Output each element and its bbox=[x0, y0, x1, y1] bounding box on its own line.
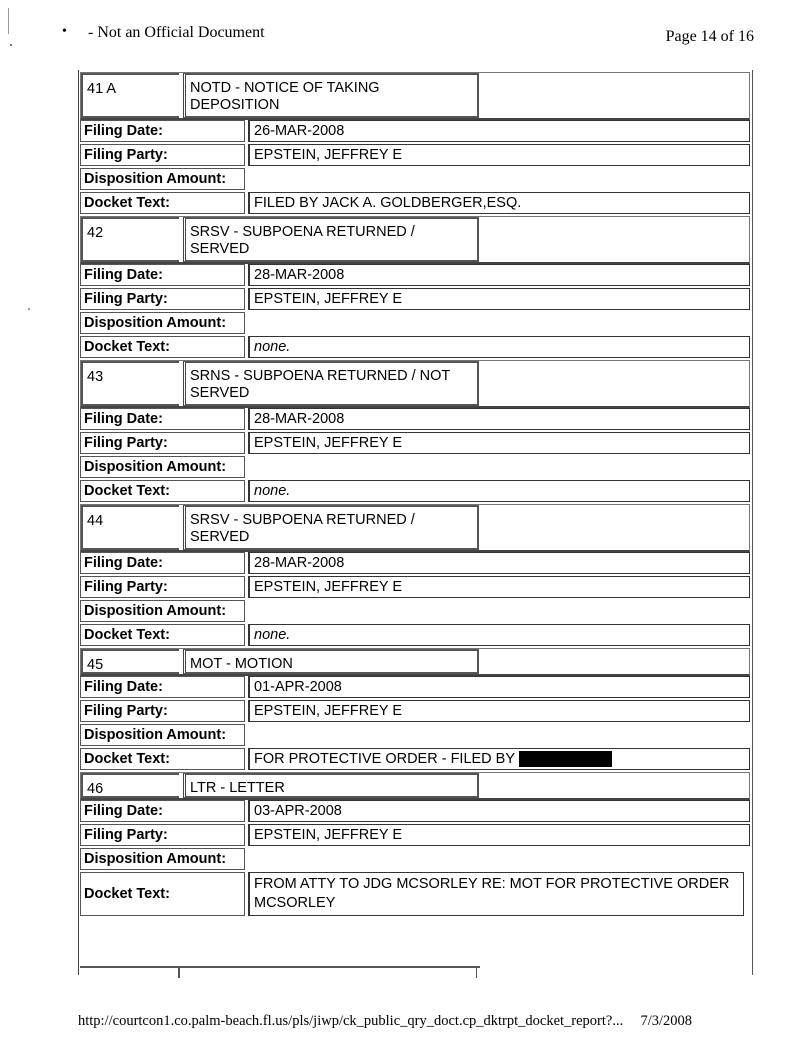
filing-party-text: EPSTEIN, JEFFREY E bbox=[254, 579, 402, 595]
filing-party-label: Filing Party: bbox=[80, 824, 245, 846]
disposition-amount-value bbox=[248, 456, 750, 478]
filing-date-label: Filing Date: bbox=[80, 800, 245, 822]
filing-party-text: EPSTEIN, JEFFREY E bbox=[254, 291, 402, 307]
filing-date-value bbox=[248, 676, 750, 698]
filing-party-text: EPSTEIN, JEFFREY E bbox=[254, 703, 402, 719]
disposition-amount-label: Disposition Amount: bbox=[80, 456, 245, 478]
entry-header bbox=[80, 504, 750, 552]
filing-party-row bbox=[80, 144, 750, 168]
filing-party-value bbox=[248, 144, 750, 166]
docket-entry bbox=[80, 216, 750, 360]
entry-description: SRSV - SUBPOENA RETURNED / SERVED bbox=[183, 217, 479, 262]
next-entry-fragment bbox=[80, 966, 480, 982]
docket-text-value bbox=[248, 872, 744, 916]
docket-text-row bbox=[80, 480, 750, 504]
disposition-amount-row bbox=[80, 724, 750, 748]
docket-text-text: FILED BY JACK A. GOLDBERGER,ESQ. bbox=[254, 195, 522, 211]
filing-date-label: Filing Date: bbox=[80, 408, 245, 430]
entry-description: NOTD - NOTICE OF TAKING DEPOSITION bbox=[183, 73, 479, 118]
filing-date-value bbox=[248, 264, 750, 286]
filing-party-text: EPSTEIN, JEFFREY E bbox=[254, 435, 402, 451]
filing-date-row bbox=[80, 408, 750, 432]
filing-date-row bbox=[80, 552, 750, 576]
entry-description: SRSV - SUBPOENA RETURNED / SERVED bbox=[183, 505, 479, 550]
disposition-amount-label: Disposition Amount: bbox=[80, 312, 245, 334]
filing-date-label: Filing Date: bbox=[80, 264, 245, 286]
redaction-block bbox=[519, 751, 612, 767]
disposition-amount-value bbox=[248, 724, 750, 746]
docket-text-row bbox=[80, 336, 750, 360]
header-bullet: • bbox=[62, 24, 67, 39]
entry-header bbox=[80, 216, 750, 264]
filing-party-row bbox=[80, 824, 750, 848]
entry-header bbox=[80, 772, 750, 800]
docket-text-text: FROM ATTY TO JDG MCSORLEY RE: MOT FOR PROTECTIVE ORDER MCSORLEY bbox=[254, 876, 730, 911]
docket-text-label: Docket Text: bbox=[80, 872, 245, 916]
docket-entry bbox=[80, 772, 750, 918]
entry-header bbox=[80, 648, 750, 676]
filing-date-label: Filing Date: bbox=[80, 120, 245, 142]
filing-date-label: Filing Date: bbox=[80, 676, 245, 698]
filing-party-label: Filing Party: bbox=[80, 288, 245, 310]
filing-party-row bbox=[80, 576, 750, 600]
filing-date-text: 01-APR-2008 bbox=[254, 679, 342, 695]
disposition-amount-value bbox=[248, 168, 750, 190]
docket-entries bbox=[80, 72, 750, 918]
filing-date-row bbox=[80, 676, 750, 700]
docket-entry bbox=[80, 504, 750, 648]
docket-text-label: Docket Text: bbox=[80, 624, 245, 646]
docket-text-value bbox=[248, 624, 750, 646]
docket-text-label: Docket Text: bbox=[80, 336, 245, 358]
entry-number: 45 bbox=[81, 649, 179, 674]
entry-header bbox=[80, 360, 750, 408]
entry-number: 44 bbox=[81, 505, 179, 550]
docket-text-label: Docket Text: bbox=[80, 748, 245, 770]
disposition-amount-label: Disposition Amount: bbox=[80, 600, 245, 622]
disposition-amount-row bbox=[80, 848, 750, 872]
filing-date-text: 28-MAR-2008 bbox=[254, 267, 345, 283]
disposition-amount-value bbox=[248, 600, 750, 622]
docket-text-text: none. bbox=[254, 483, 291, 499]
docket-text-text: none. bbox=[254, 627, 291, 643]
filing-date-text: 26-MAR-2008 bbox=[254, 123, 345, 139]
docket-text-value bbox=[248, 336, 750, 358]
filing-date-row bbox=[80, 264, 750, 288]
docket-text-value bbox=[248, 748, 750, 770]
filing-party-label: Filing Party: bbox=[80, 432, 245, 454]
scan-artifact-line bbox=[8, 8, 9, 34]
footer-date: 7/3/2008 bbox=[640, 1013, 693, 1029]
disposition-amount-value bbox=[248, 312, 750, 334]
docket-text-row bbox=[80, 748, 750, 772]
disposition-amount-row bbox=[80, 600, 750, 624]
footer bbox=[78, 1013, 692, 1030]
docket-text-value bbox=[248, 192, 750, 214]
entry-description: LTR - LETTER bbox=[183, 773, 479, 798]
filing-date-value bbox=[248, 120, 750, 142]
filing-date-value bbox=[248, 552, 750, 574]
filing-party-text: EPSTEIN, JEFFREY E bbox=[254, 827, 402, 843]
filing-date-value bbox=[248, 800, 750, 822]
filing-party-label: Filing Party: bbox=[80, 144, 245, 166]
filing-date-label: Filing Date: bbox=[80, 552, 245, 574]
filing-party-value bbox=[248, 288, 750, 310]
entry-number: 43 bbox=[81, 361, 179, 406]
docket-entry bbox=[80, 648, 750, 772]
filing-party-label: Filing Party: bbox=[80, 700, 245, 722]
disposition-amount-row bbox=[80, 168, 750, 192]
header-notice: - Not an Official Document bbox=[88, 24, 265, 41]
disposition-amount-row bbox=[80, 456, 750, 480]
docket-text-row bbox=[80, 192, 750, 216]
disposition-amount-value bbox=[248, 848, 750, 870]
docket-entry bbox=[80, 360, 750, 504]
filing-party-value bbox=[248, 700, 750, 722]
footer-url: http://courtcon1.co.palm-beach.fl.us/pls/jiwp/ck_public_qry_doct.cp_dktrpt_docket_report?... bbox=[78, 1013, 624, 1029]
entry-description: MOT - MOTION bbox=[183, 649, 479, 674]
entry-header bbox=[80, 72, 750, 120]
disposition-amount-label: Disposition Amount: bbox=[80, 168, 245, 190]
filing-date-row bbox=[80, 120, 750, 144]
scan-artifact-dot bbox=[10, 44, 12, 46]
docket-text-row bbox=[80, 872, 750, 918]
scan-artifact-dot bbox=[28, 308, 30, 310]
docket-text-text: none. bbox=[254, 339, 291, 355]
docket-entry bbox=[80, 72, 750, 216]
filing-date-text: 28-MAR-2008 bbox=[254, 411, 345, 427]
filing-party-text: EPSTEIN, JEFFREY E bbox=[254, 147, 402, 163]
filing-party-value bbox=[248, 576, 750, 598]
docket-text-value bbox=[248, 480, 750, 502]
filing-date-text: 28-MAR-2008 bbox=[254, 555, 345, 571]
docket-text-label: Docket Text: bbox=[80, 480, 245, 502]
entry-number: 41 A bbox=[81, 73, 179, 118]
filing-party-value bbox=[248, 432, 750, 454]
filing-party-value bbox=[248, 824, 750, 846]
entry-number: 42 bbox=[81, 217, 179, 262]
entry-number: 46 bbox=[81, 773, 179, 798]
filing-date-row bbox=[80, 800, 750, 824]
docket-text-label: Docket Text: bbox=[80, 192, 245, 214]
disposition-amount-label: Disposition Amount: bbox=[80, 724, 245, 746]
entry-description: SRNS - SUBPOENA RETURNED / NOT SERVED bbox=[183, 361, 479, 406]
filing-date-text: 03-APR-2008 bbox=[254, 803, 342, 819]
disposition-amount-label: Disposition Amount: bbox=[80, 848, 245, 870]
filing-party-label: Filing Party: bbox=[80, 576, 245, 598]
filing-party-row bbox=[80, 700, 750, 724]
filing-party-row bbox=[80, 432, 750, 456]
docket-text-row bbox=[80, 624, 750, 648]
filing-date-value bbox=[248, 408, 750, 430]
page-number: Page 14 of 16 bbox=[665, 28, 754, 45]
docket-text-text: FOR PROTECTIVE ORDER - FILED BY bbox=[254, 751, 516, 767]
filing-party-row bbox=[80, 288, 750, 312]
disposition-amount-row bbox=[80, 312, 750, 336]
